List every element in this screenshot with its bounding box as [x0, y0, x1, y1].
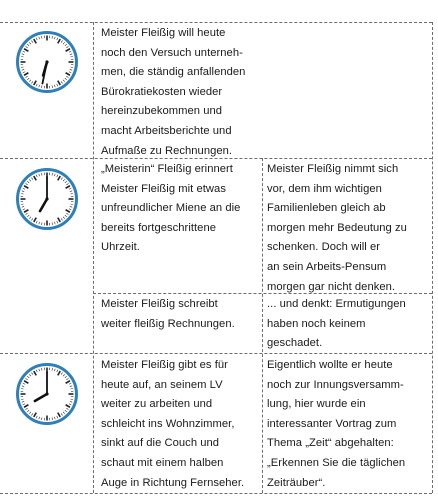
row-3-text-right: ... und denkt: Ermutigungen haben noch keinem geschadet.	[267, 298, 406, 350]
divider-right-edge	[432, 22, 433, 493]
clock-icon	[15, 167, 79, 231]
clock-face	[15, 167, 79, 231]
clock-center	[45, 197, 48, 200]
row-1-text: Meister Fleißig will heute noch den Versuch unterneh- men, die ständig anfallenden Bürokratiekosten wieder hereinzubekommen und macht Arbeitsberichte und Aufmaße zu Rechnungen.	[101, 27, 246, 157]
divider-clock-column	[93, 22, 94, 493]
row-2-text-left: „Meisterin“ Fleißig erinnert Meister Fleißig mit etwas unfreundlicher Miene an die bereits fortgeschrittene Uhrzeit.	[101, 163, 241, 254]
clock-center	[45, 392, 48, 395]
divider-top	[0, 22, 432, 23]
clock-icon	[15, 362, 79, 426]
clock-face	[15, 362, 79, 426]
row-4-text-left: Meister Fleißig gibt es für heute auf, an seinem LV weiter zu arbeiten und schleicht ins Wohnzimmer, sinkt auf die Couch und schaut mit einem halben Auge in Richtung Fernseher.	[101, 359, 245, 489]
divider-middle-column	[262, 158, 263, 493]
clock-center	[45, 60, 48, 63]
clock-face	[15, 30, 79, 94]
row-4-text-right: Eigentlich wollte er heute noch zur Innungsversamm- lung, hier wurde ein interessanter Vortrag zum Thema „Zeit“ abgehalten: „Erkennen Sie die täglichen Zeiträuber“.	[267, 359, 406, 489]
clock-icon	[15, 30, 79, 94]
row-2-text-right: Meister Fleißig nimmt sich vor, dem ihm wichtigen Familienleben gleich ab morgen mehr Bedeutung zu schenken. Doch will er an sein Arbeits-Pensum morgen gar nicht denken.	[267, 163, 407, 293]
row-3-text-left: Meister Fleißig schreibt weiter fleißig Rechnungen.	[101, 298, 235, 330]
